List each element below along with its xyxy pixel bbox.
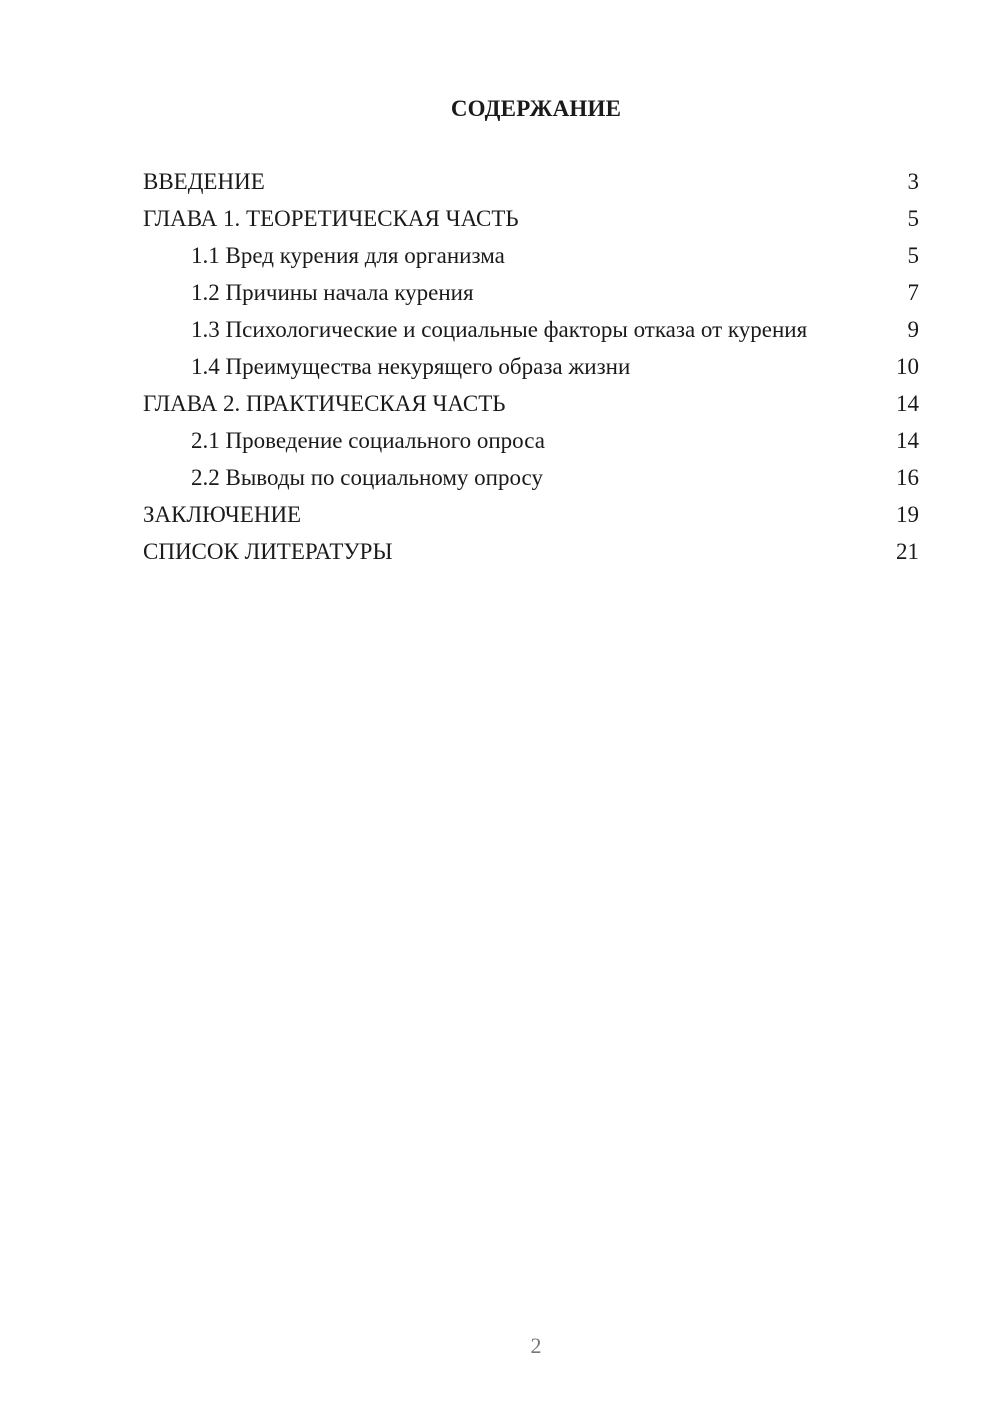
toc-entry-page: 21 — [896, 539, 919, 564]
toc-entry-label: ЗАКЛЮЧЕНИЕ — [143, 502, 302, 527]
toc-entry-label: 1.1 Вред курения для организма — [191, 243, 505, 268]
toc-entry-section-1-1[interactable] — [143, 242, 919, 279]
toc-entry-page: 5 — [907, 206, 919, 231]
toc-entry-page: 9 — [907, 317, 919, 342]
toc-entry-section-1-4[interactable] — [143, 353, 919, 390]
toc-entry-conclusion[interactable] — [143, 501, 919, 538]
toc-entry-page: 14 — [896, 428, 919, 453]
toc-entry-section-1-2[interactable] — [143, 279, 919, 316]
toc-entry-label: 2.1 Проведение социального опроса — [191, 428, 545, 453]
toc-entry-page: 5 — [907, 243, 919, 268]
page-number: 2 — [530, 1333, 542, 1358]
toc-title: СОДЕРЖАНИЕ — [450, 96, 622, 121]
toc-entry-references[interactable] — [143, 538, 919, 575]
toc-entry-page: 7 — [907, 280, 919, 305]
toc-entry-label: ГЛАВА 2. ПРАКТИЧЕСКАЯ ЧАСТЬ — [143, 391, 506, 416]
toc-entry-chapter-1[interactable] — [143, 205, 919, 242]
toc-entry-introduction[interactable] — [143, 168, 919, 205]
toc-entry-label: 1.2 Причины начала курения — [191, 280, 474, 305]
toc-entry-label: 2.2 Выводы по социальному опросу — [191, 465, 543, 490]
toc-entry-page: 14 — [896, 391, 919, 416]
toc-entry-section-2-1[interactable] — [143, 427, 919, 464]
toc-entry-page: 3 — [907, 169, 919, 194]
toc-entry-page: 19 — [896, 502, 919, 527]
toc-entry-page: 16 — [896, 465, 919, 490]
toc-entry-chapter-2[interactable] — [143, 390, 919, 427]
toc-entry-label: ГЛАВА 1. ТЕОРЕТИЧЕСКАЯ ЧАСТЬ — [143, 206, 519, 231]
toc-entry-section-1-3[interactable] — [143, 316, 919, 353]
toc-entry-label: 1.3 Психологические и социальные факторы отказа от курения — [191, 317, 808, 342]
toc-entry-label: 1.4 Преимущества некурящего образа жизни — [191, 354, 631, 379]
toc-entry-section-2-2[interactable] — [143, 464, 919, 501]
toc-entry-page: 10 — [896, 354, 919, 379]
toc-entry-label: ВВЕДЕНИЕ — [143, 169, 265, 194]
table-of-contents — [143, 168, 919, 575]
toc-entry-label: СПИСОК ЛИТЕРАТУРЫ — [143, 539, 393, 564]
